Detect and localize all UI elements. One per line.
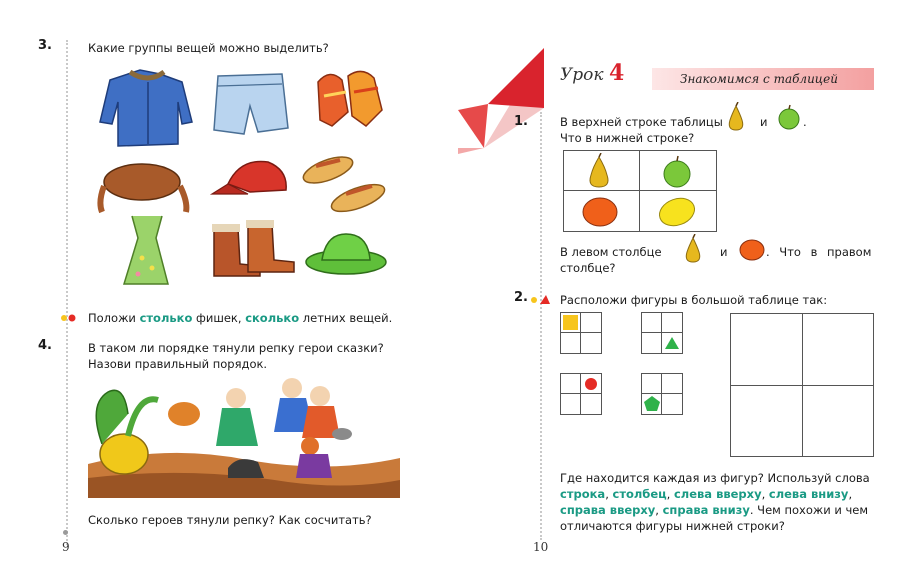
task-1-line2: Что в нижней строке?	[560, 131, 695, 145]
left-margin-dotted-line	[66, 40, 68, 545]
highlight-word: столько	[139, 311, 193, 325]
task-1-bottom-line1-c: . Что в правом	[766, 245, 872, 259]
task-1-number: 1.	[514, 114, 528, 129]
highlight-word: слева вверху	[673, 487, 762, 501]
task-1-period: .	[803, 115, 807, 129]
grid-col-divider	[661, 374, 662, 414]
small-grid-green-triangle	[641, 312, 683, 354]
task-2-instruction: Расположи фигуры в большой таблице так:	[560, 293, 828, 307]
lesson-title: Знакомимся с таблицей	[680, 72, 838, 86]
chips-instruction-part: фишек,	[192, 311, 246, 325]
task-4-bottom-question: Сколько героев тянули репку? Как сосчитать?	[88, 513, 372, 527]
fruit-table-col-divider	[639, 151, 640, 231]
right-page-number: 10	[533, 540, 549, 554]
cap-image	[212, 161, 286, 194]
big-empty-table	[730, 313, 874, 457]
grid-col-divider	[580, 374, 581, 414]
turnip-story-illustration	[88, 374, 400, 498]
right-margin-dotted-line	[540, 112, 542, 540]
highlight-word: строка	[560, 487, 606, 501]
left-page-number: 9	[62, 540, 70, 554]
sandals-image	[300, 152, 388, 217]
highlight-word: справа внизу	[662, 503, 750, 517]
sun-hat-image	[306, 234, 386, 274]
pear-icon	[680, 234, 706, 264]
grid-row-divider	[561, 332, 601, 333]
small-grid-green-pentagon	[641, 373, 683, 415]
apple-icon	[776, 104, 802, 130]
small-grid-red-circle	[560, 373, 602, 415]
task-1-line1	[560, 114, 723, 130]
bottom-dot	[63, 530, 68, 535]
task-4-number: 4.	[38, 338, 52, 353]
yellow-square-shape	[563, 315, 578, 330]
apple-icon	[660, 155, 694, 189]
task-2-question-line2	[560, 486, 852, 502]
lemon-icon	[656, 193, 698, 229]
task-3-question: Какие группы вещей можно выделить?	[88, 41, 329, 55]
lesson-number: 4	[608, 60, 625, 86]
task-2-number: 2.	[514, 290, 528, 305]
task-marker-icon	[530, 294, 552, 306]
task-marker-icon	[60, 312, 82, 324]
grid-col-divider	[661, 313, 662, 353]
lesson-label-text: Урок	[560, 65, 604, 85]
lesson-label	[560, 60, 624, 86]
jacket-image	[100, 70, 192, 146]
tangerine-icon	[738, 238, 766, 262]
task-4-question-line2: Назови правильный порядок.	[88, 357, 268, 371]
separator: ,	[605, 487, 613, 501]
chips-instruction	[88, 310, 392, 326]
task-2-text: . Чем похожи и чем	[749, 503, 869, 517]
red-circle-shape	[583, 376, 599, 392]
grid-row-divider	[561, 393, 601, 394]
dress-image	[124, 216, 168, 284]
shorts-image	[214, 74, 288, 134]
grid-row-divider	[642, 332, 682, 333]
pear-icon	[723, 102, 749, 132]
task-1-bottom-line2: столбце?	[560, 261, 616, 275]
fur-hat-image	[100, 164, 186, 212]
task-1-bottom-line1-a: В левом столбце	[560, 245, 662, 259]
green-triangle-shape	[664, 335, 680, 351]
highlight-word: справа вверху	[560, 503, 656, 517]
task-2-question-line3	[560, 502, 868, 518]
fruit-table	[563, 150, 717, 232]
task-3-number: 3.	[38, 38, 52, 53]
separator: ,	[655, 503, 663, 517]
clothing-illustrations	[90, 62, 400, 302]
highlight-word: столбец	[612, 487, 667, 501]
lesson-title-banner	[652, 68, 874, 90]
chips-instruction-part: Положи	[88, 311, 140, 325]
green-pentagon-shape	[643, 395, 661, 413]
separator: ,	[848, 487, 853, 501]
separator: ,	[761, 487, 769, 501]
task-4-question-line1: В таком ли порядке тянули репку герои сказки?	[88, 341, 384, 355]
boots-image	[212, 220, 294, 276]
grid-row-divider	[642, 393, 682, 394]
big-table-col-divider	[802, 314, 803, 456]
task-2-question-line4: отличаются фигуры нижней строки?	[560, 519, 785, 533]
pear-icon	[582, 153, 616, 189]
task-1-bottom-and: и	[720, 245, 728, 259]
mittens-image	[318, 71, 382, 126]
task-1-and: и	[760, 115, 768, 129]
tangerine-icon	[580, 193, 620, 229]
task-2-question-line1: Где находится каждая из фигур? Используй слова	[560, 471, 870, 485]
highlight-word: сколько	[245, 311, 300, 325]
separator: ,	[666, 487, 674, 501]
highlight-word: слева внизу	[768, 487, 849, 501]
lesson-corner-decoration	[458, 48, 544, 154]
grid-col-divider	[580, 313, 581, 353]
chips-instruction-part: летних вещей.	[299, 311, 393, 325]
small-grid-yellow-square	[560, 312, 602, 354]
fruit-table-row-divider	[564, 190, 716, 191]
task-1-text: В верхней строке таблицы	[560, 115, 723, 129]
